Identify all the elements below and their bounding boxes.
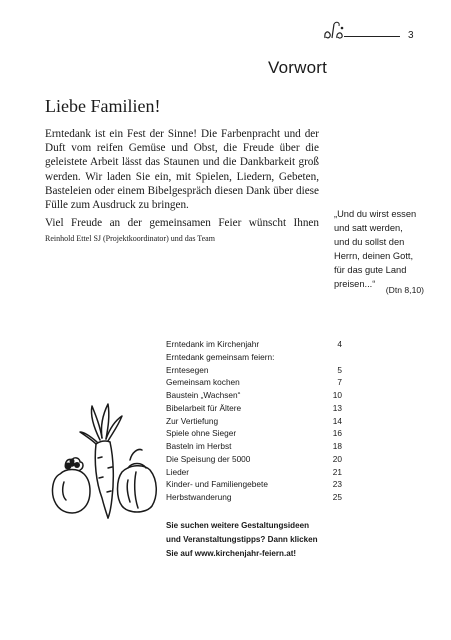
toc-entry-title: Lieder bbox=[166, 466, 190, 477]
header-rule bbox=[344, 36, 400, 37]
toc-entry-page: 18 bbox=[332, 441, 342, 451]
quote-line: preisen...“ bbox=[334, 279, 376, 290]
toc-entry[interactable] bbox=[166, 351, 342, 364]
toc-entry-title: Gemeinsam kochen bbox=[166, 377, 240, 388]
toc-entry-title: Herbstwanderung bbox=[166, 492, 232, 502]
toc-entry[interactable] bbox=[166, 466, 342, 479]
toc-entry-title: Die Speisung der 5000 bbox=[166, 453, 251, 464]
toc-entry[interactable] bbox=[166, 453, 342, 466]
toc-entry-title: Zur Vertiefung bbox=[166, 415, 219, 426]
promo-line: Sie auf www.kirchenjahr-feiern.at! bbox=[166, 549, 297, 558]
toc-entry[interactable] bbox=[166, 402, 342, 415]
toc-entry[interactable] bbox=[166, 478, 342, 491]
promo-line: Sie suchen weitere Gestaltungsideen bbox=[166, 521, 310, 530]
toc-entry[interactable] bbox=[166, 440, 342, 453]
toc-entry-page: 21 bbox=[332, 466, 342, 477]
toc-entry-page: 5 bbox=[337, 364, 342, 375]
website-promo bbox=[166, 519, 376, 561]
quote-line: für das gute Land bbox=[334, 265, 407, 276]
toc-entry-title: Kinder- und Familiengebete bbox=[166, 479, 268, 490]
quote-line: „Und du wirst essen bbox=[334, 209, 417, 219]
toc-entry-page: 25 bbox=[332, 492, 342, 502]
toc-entry-page: 7 bbox=[337, 377, 342, 388]
toc-entry-title: Spiele ohne Sieger bbox=[166, 428, 237, 439]
toc-entry[interactable] bbox=[166, 338, 342, 351]
toc-entry-page: 13 bbox=[332, 402, 342, 413]
greeting-heading: Liebe Familien! bbox=[45, 96, 161, 116]
quote-line: und du sollst den bbox=[334, 237, 405, 248]
toc-entry-page: 14 bbox=[332, 415, 342, 426]
toc-entry-page: 16 bbox=[332, 428, 342, 439]
toc-entry-page: 4 bbox=[337, 339, 342, 349]
toc-entry[interactable] bbox=[166, 415, 342, 428]
table-of-contents bbox=[166, 338, 342, 504]
toc-entry-page: 23 bbox=[332, 479, 342, 490]
vegetables-illustration bbox=[50, 402, 162, 520]
toc-entry-title: Basteln im Herbst bbox=[166, 441, 232, 451]
toc-entry[interactable] bbox=[166, 376, 342, 389]
quote-line: Herrn, deinen Gott, bbox=[334, 251, 414, 262]
toc-entry[interactable] bbox=[166, 491, 342, 504]
toc-entry[interactable] bbox=[166, 364, 342, 377]
toc-entry-title: Erntedank gemeinsam feiern: bbox=[166, 351, 275, 362]
logo-icon bbox=[322, 18, 346, 40]
toc-entry-title: Erntedank im Kirchenjahr bbox=[166, 339, 260, 349]
intro-paragraph: Erntedank ist ein Fest der Sinne! Die Farbenpracht und der Duft vom reifen Gemüse und Obst, die Freude über die geleistete Arbeit lässt das Staunen und die Dankbarkeit groß werden. Wir laden Sie ein, mit Spielen, Liedern, Gebeten, Basteleien oder einem Bibelgespräch diesen Dank über diese Fülle zum Ausdruck zu bringen. bbox=[45, 128, 319, 212]
toc-entry-page: 20 bbox=[332, 453, 342, 464]
toc-entry-page: 10 bbox=[332, 390, 342, 400]
quote-line: und satt werden, bbox=[334, 223, 403, 234]
toc-entry[interactable] bbox=[166, 427, 342, 440]
toc-entry-title: Baustein „Wachsen“ bbox=[166, 390, 241, 400]
toc-entry-title: Erntesegen bbox=[166, 364, 209, 375]
toc-entry[interactable] bbox=[166, 389, 342, 402]
toc-entry-title: Bibelarbeit für Ältere bbox=[166, 402, 242, 413]
page-title: Vorwort bbox=[268, 58, 328, 77]
author-signature: Reinhold Ettel SJ (Projektkoordinator) und das Team bbox=[45, 234, 215, 243]
closing-wish: Viel Freude an der gemeinsamen Feier wünscht Ihnen bbox=[45, 217, 319, 229]
bible-quote bbox=[334, 207, 424, 292]
page-number: 3 bbox=[408, 30, 414, 41]
promo-line: und Veranstaltungstipps? Dann klicken bbox=[166, 535, 318, 544]
quote-reference: (Dtn 8,10) bbox=[385, 285, 424, 295]
